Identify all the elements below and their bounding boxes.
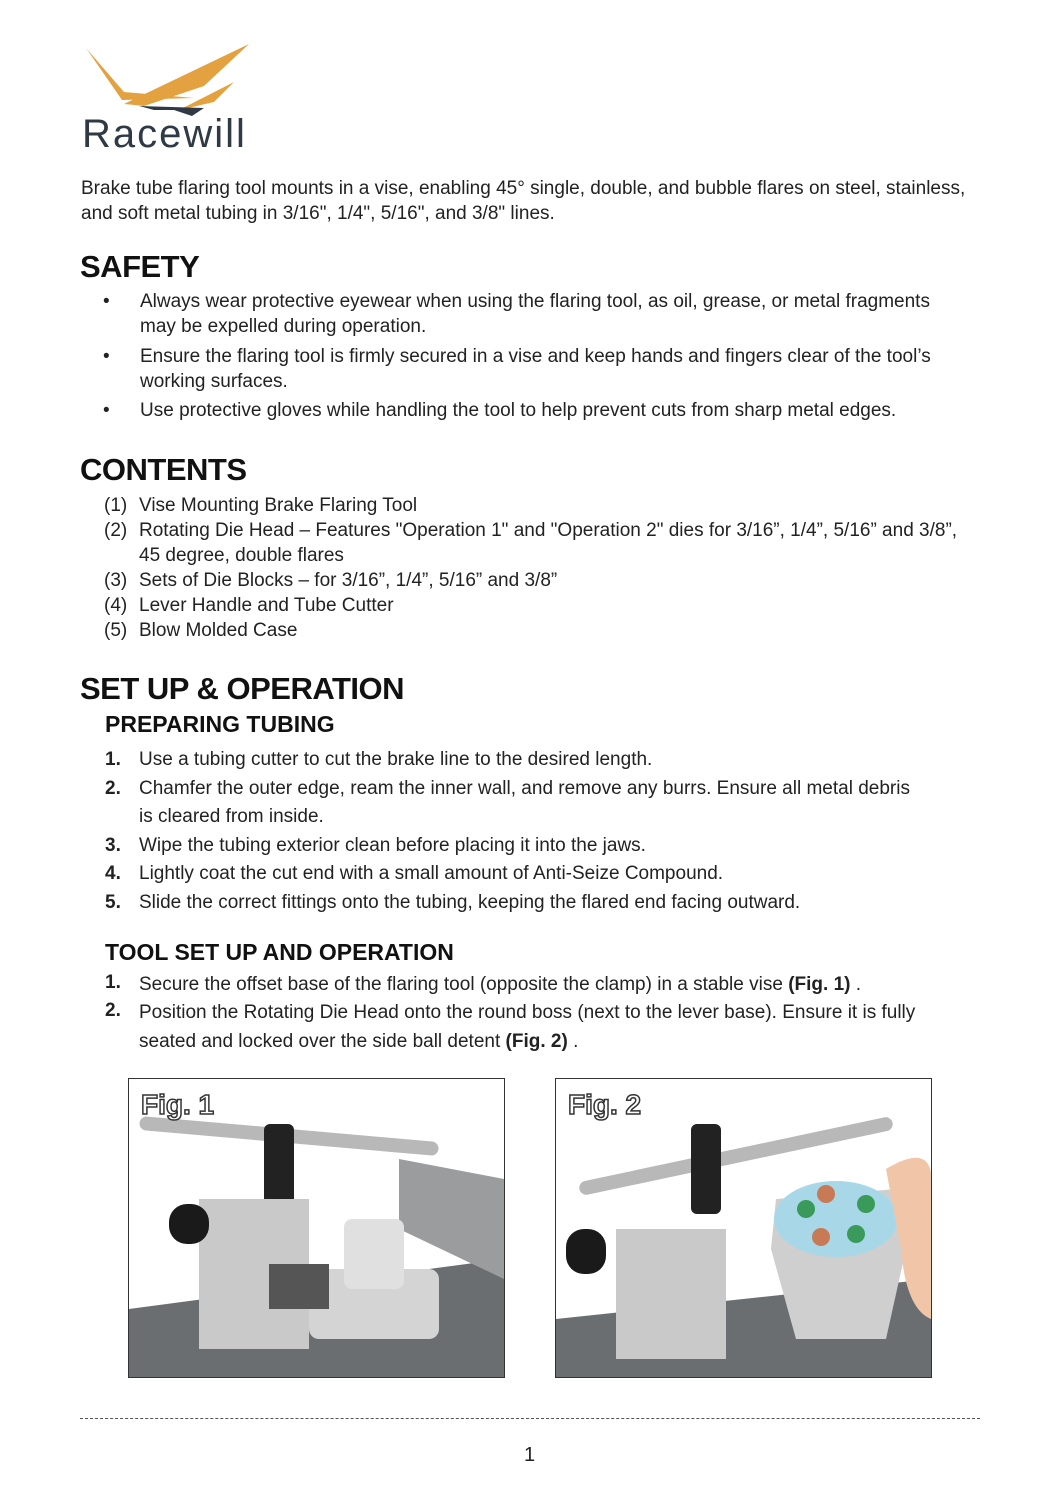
flaring-tool-photo-icon	[129, 1079, 504, 1377]
brand-name: Racewill	[82, 112, 247, 156]
contents-item: Sets of Die Blocks – for 3/16”, 1/4”, 5/16” and 3/8”	[139, 570, 558, 591]
die-head-photo-icon	[556, 1079, 931, 1377]
safety-item: Ensure the flaring tool is firmly secured in a vise and keep hands and fingers clear of the tool’s	[140, 346, 931, 367]
contents-number: (5)	[104, 620, 128, 641]
preparing-step: Use a tubing cutter to cut the brake line to the desired length.	[139, 749, 653, 770]
figure-2	[555, 1078, 932, 1378]
tool-step-2: Position the Rotating Die Head onto the round boss (next to the lever base). Ensure it is fully	[139, 1002, 916, 1023]
preparing-step: Slide the correct fittings onto the tubing, keeping the flared end facing outward.	[139, 892, 801, 913]
tool-step-2-cont: seated and locked over the side ball detent (Fig. 2) .	[139, 1031, 579, 1052]
contents-item: Vise Mounting Brake Flaring Tool	[139, 495, 418, 516]
figure-label: Fig. 1	[141, 1089, 215, 1120]
racewill-logo-icon	[84, 40, 254, 120]
contents-item: 45 degree, double flares	[139, 545, 344, 566]
contents-number: (2)	[104, 520, 128, 541]
contents-item: Rotating Die Head – Features "Operation 1" and "Operation 2" dies for 3/16”, 1/4”, 5/16” and 3/8”,	[139, 520, 958, 541]
intro-line: Brake tube flaring tool mounts in a vise, enabling 45° single, double, and bubble flares on steel, stainless,	[81, 178, 966, 199]
safety-item: working surfaces.	[140, 371, 288, 392]
preparing-step: is cleared from inside.	[139, 806, 324, 827]
step-number: 2.	[105, 1000, 121, 1021]
contents-heading: CONTENTS	[80, 452, 247, 487]
figure-label: Fig. 2	[568, 1089, 642, 1120]
step-number: 3.	[105, 835, 121, 856]
safety-item: may be expelled during operation.	[140, 316, 427, 337]
tool-step-1: Secure the offset base of the flaring tool (opposite the clamp) in a stable vise (Fig. 1) .	[139, 974, 862, 995]
safety-item: Always wear protective eyewear when using the flaring tool, as oil, grease, or metal fragments	[140, 291, 930, 312]
safety-heading: SAFETY	[80, 249, 200, 284]
bullet-icon: •	[103, 291, 110, 312]
page-number: 1	[524, 1444, 536, 1466]
preparing-step: Lightly coat the cut end with a small amount of Anti-Seize Compound.	[139, 863, 724, 884]
step-number: 4.	[105, 863, 121, 884]
step-number: 1.	[105, 972, 121, 993]
step-number: 1.	[105, 749, 121, 770]
bullet-icon: •	[103, 346, 110, 367]
footer-divider	[80, 1418, 980, 1419]
figure-1	[128, 1078, 505, 1378]
contents-item: Blow Molded Case	[139, 620, 298, 641]
contents-number: (4)	[104, 595, 128, 616]
setup-heading: SET UP & OPERATION	[80, 671, 405, 706]
contents-number: (1)	[104, 495, 128, 516]
tool-setup-heading: TOOL SET UP AND OPERATION	[105, 939, 454, 965]
preparing-step: Chamfer the outer edge, ream the inner wall, and remove any burrs. Ensure all metal debris	[139, 778, 910, 799]
preparing-step: Wipe the tubing exterior clean before placing it into the jaws.	[139, 835, 646, 856]
intro-line: and soft metal tubing in 3/16", 1/4", 5/16", and 3/8" lines.	[81, 203, 555, 224]
step-number: 5.	[105, 892, 121, 913]
bullet-icon: •	[103, 400, 110, 421]
contents-item: Lever Handle and Tube Cutter	[139, 595, 394, 616]
safety-item: Use protective gloves while handling the tool to help prevent cuts from sharp metal edges.	[140, 400, 897, 421]
contents-number: (3)	[104, 570, 128, 591]
preparing-heading: PREPARING TUBING	[105, 711, 335, 737]
step-number: 2.	[105, 778, 121, 799]
